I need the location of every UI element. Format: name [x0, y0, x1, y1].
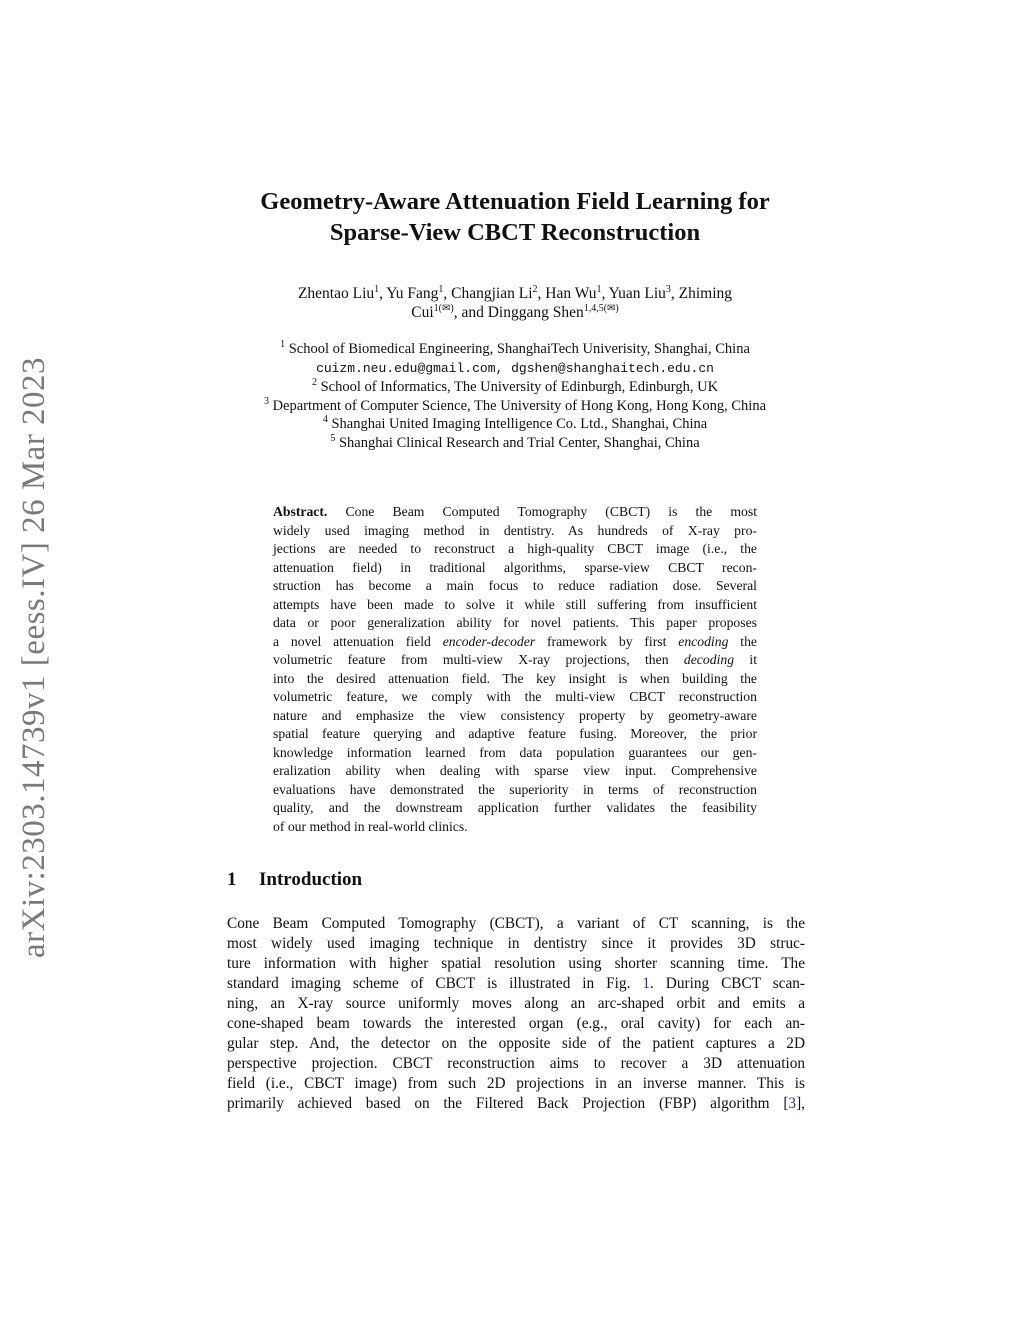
author-affil-mark: 2	[532, 284, 538, 295]
abstract-line: attenuation field) in traditional algorithms, sparse-view CBCT recon-	[273, 559, 757, 575]
introduction-paragraph	[227, 914, 805, 1114]
abstract-label: Abstract.	[273, 504, 328, 519]
affiliation-number: 4	[322, 414, 328, 425]
body-line	[227, 1094, 805, 1114]
author-name: , Changjian Li	[443, 285, 533, 302]
body-text: . During CBCT scan-	[650, 975, 805, 992]
abstract-line: spatial feature querying and adaptive feature fusing. Moreover, the prior	[273, 726, 757, 741]
emphasis-text: encoding	[678, 633, 729, 649]
affiliation-2	[200, 378, 830, 397]
abstract-line: eralization ability when dealing with sparse view input. Comprehensive	[273, 763, 757, 778]
abstract-line: into the desired attenuation field. The key insight is when building the	[273, 670, 757, 686]
author-line-2	[220, 303, 810, 322]
abstract-line: quality, and the downstream application further validates the feasibility	[273, 800, 757, 815]
affiliation-number: 2	[311, 377, 317, 388]
abstract-line	[273, 503, 757, 522]
author-name: , Yu Fang	[379, 285, 439, 302]
affiliation-text: School of Biomedical Engineering, ShanghaiTech Univerisity, Shanghai, China	[285, 341, 750, 357]
title-line-2: Sparse-View CBCT Reconstruction	[329, 219, 701, 246]
abstract-text: a novel attenuation field	[273, 633, 443, 649]
body-line: most widely used imaging technique in dentistry since it provides 3D struc-	[227, 935, 805, 952]
email-text[interactable]: cuizm.neu.edu@gmail.com, dgshen@shanghaitech.edu.cn	[316, 360, 714, 376]
arxiv-identifier: arXiv:2303.14739v1 [eess.IV] 26 Mar 2023	[16, 356, 52, 958]
author-name: , and Dinggang Shen	[453, 304, 584, 321]
paper-title	[200, 186, 830, 248]
figure-reference-link[interactable]: 1	[642, 975, 651, 992]
author-affil-mark: 1	[596, 284, 602, 295]
affiliation-number: 3	[263, 395, 269, 407]
abstract-line: nature and emphasize the view consistency property by geometry-aware	[273, 707, 757, 723]
abstract-line: widely used imaging method in dentistry. As hundreds of X-ray pro-	[273, 522, 757, 538]
abstract-text: framework by first	[535, 633, 679, 649]
affiliation-text: Shanghai Clinical Research and Trial Center, Shanghai, China	[335, 434, 700, 451]
abstract-line: evaluations have demonstrated the superiority in terms of reconstruction	[273, 781, 757, 797]
contact-emails[interactable]	[200, 359, 830, 379]
affiliation-4	[200, 415, 830, 434]
abstract-text: the	[728, 633, 757, 649]
abstract-line: knowledge information learned from data population guarantees our gen-	[273, 744, 757, 760]
citation-link[interactable]: 3	[788, 1095, 797, 1112]
body-line: ning, an X-ray source uniformly moves along an arc-shaped orbit and emits a	[227, 995, 805, 1012]
author-affil-mark: 3	[665, 284, 671, 295]
author-affil-mark: 1,4,5(✉)	[583, 303, 619, 314]
abstract-line: of our method in real-world clinics.	[273, 818, 468, 834]
body-line: Cone Beam Computed Tomography (CBCT), a variant of CT scanning, is the	[227, 915, 805, 932]
author-name: Zhentao Liu	[297, 285, 375, 302]
body-text: primarily achieved based on the Filtered Back Projection (FBP) algorithm [	[227, 1095, 789, 1112]
author-name: , Han Wu	[537, 285, 597, 302]
abstract-text: it	[734, 652, 757, 667]
body-line	[227, 974, 805, 994]
affiliation-number: 5	[330, 432, 336, 444]
title-line-1: Geometry-Aware Attenuation Field Learning for	[260, 188, 770, 215]
abstract-line: data or poor generalization ability for novel patients. This paper proposes	[273, 615, 757, 630]
body-text: standard imaging scheme of CBCT is illustrated in Fig.	[227, 975, 643, 992]
body-line: gular step. And, the detector on the opposite side of the patient captures a 2D	[227, 1035, 805, 1052]
section-number: 1	[227, 869, 237, 890]
author-affil-mark: 1(✉)	[433, 303, 454, 314]
affiliation-5	[200, 434, 830, 453]
body-line: cone-shaped beam towards the interested organ (e.g., oral cavity) for each an-	[227, 1015, 805, 1032]
affiliation-text: Department of Computer Science, The University of Hong Kong, Hong Kong, China	[268, 397, 767, 414]
abstract-line: jections are needed to reconstruct a high-quality CBCT image (i.e., the	[273, 541, 757, 556]
author-affil-mark: 1	[374, 284, 380, 295]
abstract-text: volumetric feature from multi-view X-ray projections, then	[273, 652, 684, 667]
emphasis-text: encoder-decoder	[442, 633, 536, 649]
body-line: field (i.e., CBCT image) from such 2D projections in an inverse manner. This is	[227, 1075, 805, 1092]
author-affil-mark: 1	[438, 284, 444, 295]
emphasis-text: decoding	[683, 652, 735, 667]
author-name: , Zhiming	[670, 285, 733, 302]
abstract	[273, 503, 757, 836]
author-name: , Yuan Liu	[601, 285, 666, 302]
section-title: Introduction	[259, 869, 363, 890]
affiliation-3	[200, 397, 830, 416]
abstract-line: volumetric feature, we comply with the multi-view CBCT reconstruction	[273, 689, 757, 704]
affiliation-text: School of Informatics, The University of Edinburgh, Edinburgh, UK	[316, 379, 719, 395]
abstract-line	[273, 651, 757, 670]
abstract-line: struction has become a main focus to reduce radiation dose. Several	[273, 578, 757, 593]
abstract-text: Cone Beam Computed Tomography (CBCT) is the most	[327, 504, 757, 519]
body-text: ],	[796, 1095, 805, 1112]
abstract-line	[273, 633, 757, 652]
author-line-1	[220, 284, 810, 303]
body-line: perspective projection. CBCT reconstruction aims to recover a 3D attenuation	[227, 1055, 805, 1072]
affiliation-text: Shanghai United Imaging Intelligence Co. Ltd., Shanghai, China	[327, 416, 708, 432]
abstract-line: attempts have been made to solve it while still suffering from insufficient	[273, 596, 757, 612]
affiliations	[200, 340, 830, 452]
author-name: Cui	[411, 304, 434, 321]
affiliation-1	[200, 340, 830, 359]
body-line: ture information with higher spatial resolution using shorter scanning time. The	[227, 955, 805, 972]
author-list	[220, 284, 810, 322]
section-heading-introduction	[227, 869, 362, 891]
affiliation-number: 1	[280, 339, 286, 350]
